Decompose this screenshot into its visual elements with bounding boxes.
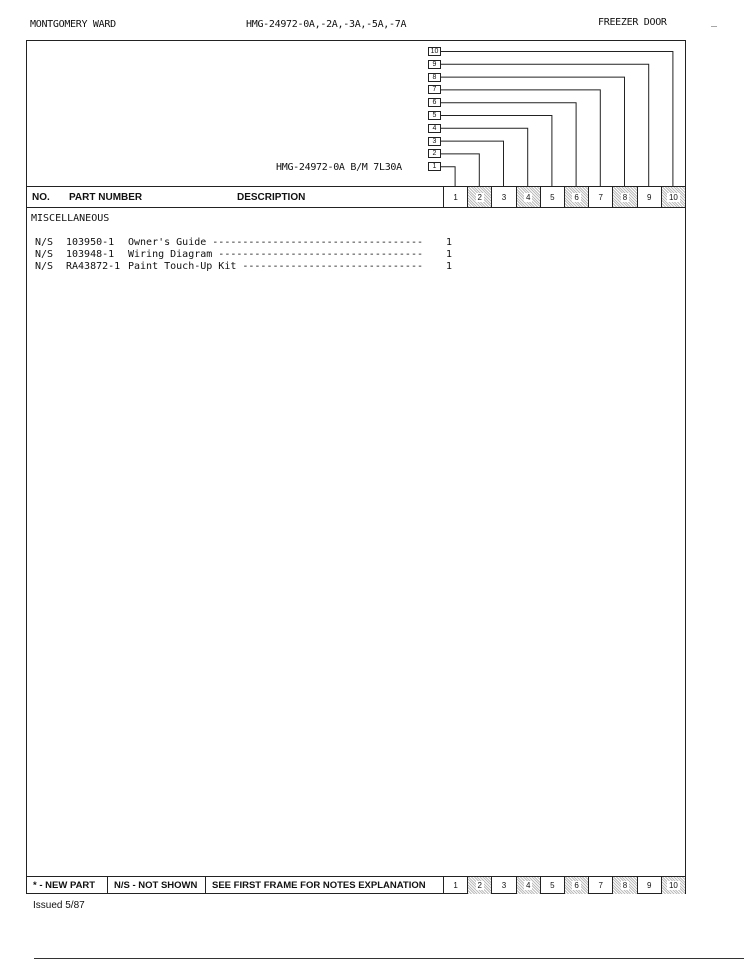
footer-number-7 bbox=[588, 877, 612, 894]
footer-number-label: 5 bbox=[550, 881, 555, 890]
footer-number-label: 1 bbox=[453, 881, 458, 890]
part-leader: ------------------------------ bbox=[242, 261, 423, 272]
part-quantity: 1 bbox=[446, 261, 453, 272]
column-number-label: 2 bbox=[477, 192, 482, 202]
column-number-label: 7 bbox=[598, 192, 603, 202]
column-number-10 bbox=[661, 187, 685, 207]
part-quantity: 1 bbox=[446, 249, 453, 260]
footer-number-label: 4 bbox=[525, 881, 531, 890]
footer-not-shown: N/S - NOT SHOWN bbox=[114, 880, 198, 891]
col-description: DESCRIPTION bbox=[237, 192, 306, 203]
column-number-2 bbox=[467, 187, 491, 207]
footer-number-label: 6 bbox=[574, 881, 579, 890]
part-no: N/S bbox=[35, 249, 54, 260]
header-dash: _ bbox=[711, 16, 717, 27]
stack-box-7: 7 bbox=[428, 85, 441, 94]
stack-box-9: 9 bbox=[428, 60, 441, 69]
connector-line-1 bbox=[441, 167, 455, 186]
footer-number-cells bbox=[443, 877, 685, 894]
model-bm-label: HMG-24972-0A B/M 7L30A bbox=[276, 162, 402, 173]
part-description: Paint Touch-Up Kit bbox=[128, 261, 237, 272]
footer-number-10 bbox=[661, 877, 685, 894]
column-number-6 bbox=[564, 187, 588, 207]
connector-lines bbox=[0, 0, 750, 200]
column-number-8 bbox=[612, 187, 636, 207]
footer-number-label: 2 bbox=[477, 881, 482, 890]
part-description: Owner's Guide bbox=[128, 237, 207, 248]
footer-number-2 bbox=[467, 877, 491, 894]
section-title: MISCELLANEOUS bbox=[31, 213, 110, 224]
footer-number-label: 3 bbox=[501, 881, 507, 890]
connector-line-3 bbox=[441, 141, 504, 186]
column-number-1 bbox=[443, 187, 467, 207]
column-number-label: 1 bbox=[453, 192, 458, 202]
col-number-cells bbox=[443, 187, 685, 207]
footer-number-8 bbox=[612, 877, 636, 894]
stack-box-5: 5 bbox=[428, 111, 441, 120]
footer-number-5 bbox=[540, 877, 564, 894]
stack-box-1: 1 bbox=[428, 162, 441, 171]
footer-number-3 bbox=[491, 877, 515, 894]
section-heading: FREEZER DOOR bbox=[598, 17, 667, 28]
part-quantity: 1 bbox=[446, 237, 453, 248]
footer-new-part: * - NEW PART bbox=[33, 880, 96, 891]
column-number-4 bbox=[516, 187, 540, 207]
connector-line-4 bbox=[441, 128, 528, 186]
footer-bar bbox=[27, 876, 685, 894]
footer-number-label: 9 bbox=[646, 881, 652, 890]
connector-line-5 bbox=[441, 116, 552, 187]
part-number: 103948-1 bbox=[66, 249, 115, 260]
footer-number-6 bbox=[564, 877, 588, 894]
footer-number-4 bbox=[516, 877, 540, 894]
part-leader: ---------------------------------- bbox=[218, 249, 423, 260]
part-leader: ----------------------------------- bbox=[212, 237, 423, 248]
column-number-label: 5 bbox=[550, 192, 555, 202]
column-number-3 bbox=[491, 187, 515, 207]
col-part-number: PART NUMBER bbox=[69, 192, 143, 203]
column-number-label: 6 bbox=[574, 192, 579, 202]
column-number-5 bbox=[540, 187, 564, 207]
stack-box-6: 6 bbox=[428, 98, 441, 107]
connector-line-8 bbox=[441, 77, 625, 186]
connector-line-9 bbox=[441, 64, 649, 186]
column-number-label: 10 bbox=[668, 192, 678, 202]
footer-number-label: 7 bbox=[598, 881, 603, 890]
footer-number-1 bbox=[443, 877, 467, 894]
column-number-9 bbox=[637, 187, 661, 207]
part-description: Wiring Diagram bbox=[128, 249, 213, 260]
stack-box-8: 8 bbox=[428, 73, 441, 82]
part-no: N/S bbox=[35, 261, 54, 272]
connector-line-10 bbox=[441, 52, 673, 187]
part-no: N/S bbox=[35, 237, 54, 248]
column-number-label: 3 bbox=[501, 192, 507, 202]
stack-box-4: 4 bbox=[428, 124, 441, 133]
column-header-bar bbox=[27, 186, 685, 208]
stack-box-3: 3 bbox=[428, 137, 441, 146]
brand-name: MONTGOMERY WARD bbox=[30, 19, 116, 30]
column-number-label: 9 bbox=[646, 192, 652, 202]
connector-line-2 bbox=[441, 154, 479, 186]
footer-number-9 bbox=[637, 877, 661, 894]
footer-number-label: 10 bbox=[668, 881, 678, 890]
footer-number-label: 8 bbox=[622, 881, 628, 890]
part-number: 103950-1 bbox=[66, 237, 115, 248]
bottom-rule bbox=[34, 958, 744, 959]
column-number-label: 4 bbox=[525, 192, 531, 202]
footer-notes: SEE FIRST FRAME FOR NOTES EXPLANATION bbox=[212, 880, 426, 891]
part-number: RA43872-1 bbox=[66, 261, 121, 272]
issued-date: Issued 5/87 bbox=[33, 900, 85, 911]
stack-box-10: 10 bbox=[428, 47, 441, 56]
col-no: NO. bbox=[32, 192, 50, 203]
model-numbers: HMG-24972-0A,-2A,-3A,-5A,-7A bbox=[246, 19, 407, 30]
column-number-7 bbox=[588, 187, 612, 207]
column-number-label: 8 bbox=[622, 192, 628, 202]
stack-box-2: 2 bbox=[428, 149, 441, 158]
